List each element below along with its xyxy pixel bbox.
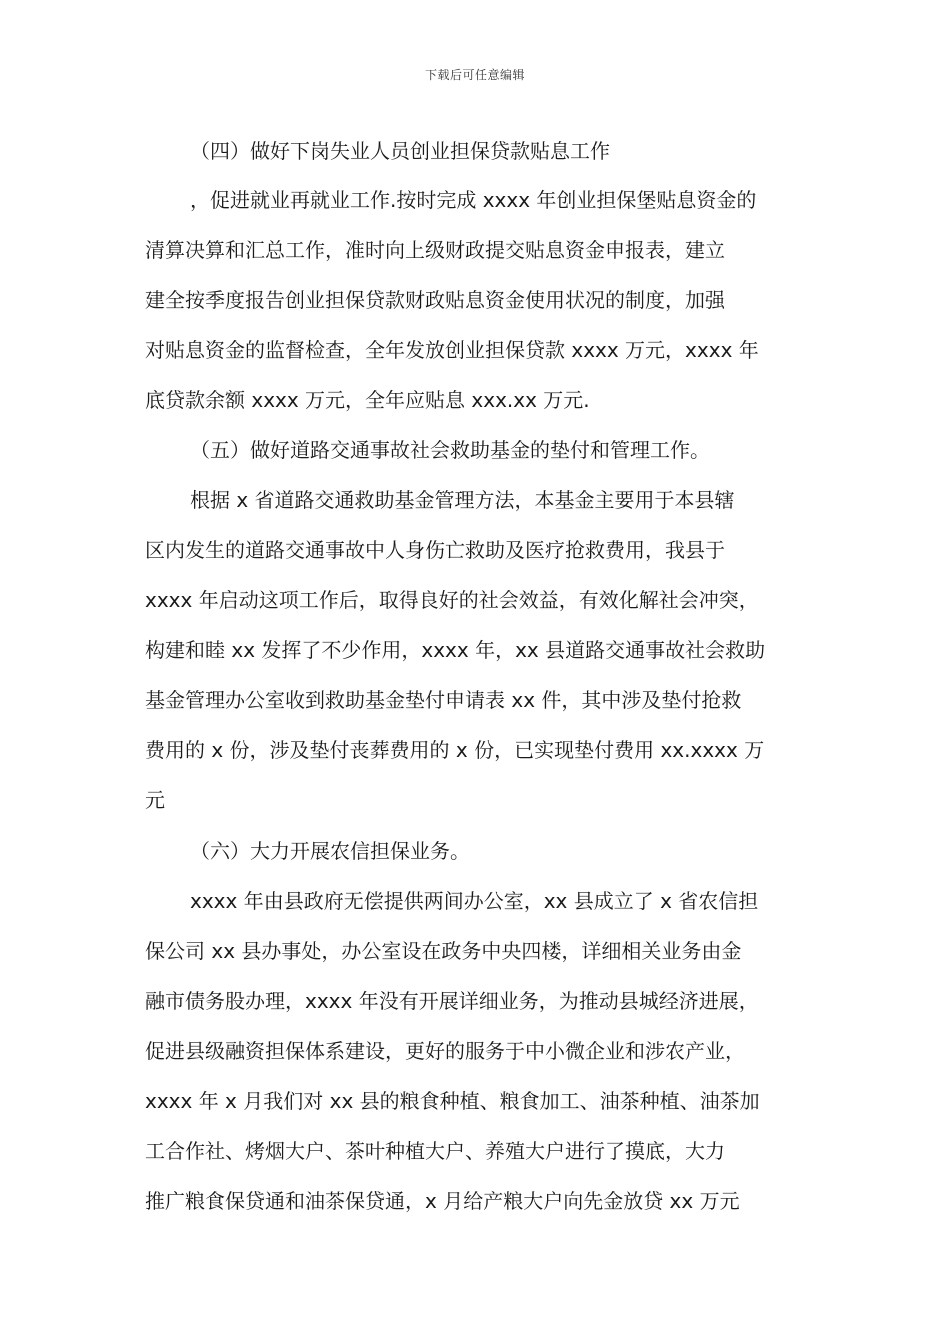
paragraph-line: 促进县级融资担保体系建设，更好的服务于中小微企业和涉农产业， bbox=[145, 1039, 745, 1063]
paragraph-line: 构建和睦 xx 发挥了不少作用，xxxx 年，xx 县道路交通事故社会救助 bbox=[145, 638, 766, 662]
paragraph-line: 建全按季度报告创业担保贷款财政贴息资金使用状况的制度，加强 bbox=[145, 288, 725, 312]
paragraph-line: 融市债务股办理，xxxx 年没有开展详细业务，为推动县城经济进展， bbox=[145, 989, 759, 1013]
paragraph-line: 保公司 xx 县办事处，办公室设在政务中央四楼，详细相关业务由金 bbox=[145, 939, 742, 963]
paragraph-line: 推广粮食保贷通和油茶保贷通，x 月给产粮大户向先金放贷 xx 万元 bbox=[145, 1189, 740, 1213]
section-heading-5: （五）做好道路交通事故社会救助基金的垫付和管理工作。 bbox=[190, 438, 710, 462]
paragraph-line: 根据 x 省道路交通救助基金管理方法，本基金主要用于本县辖 bbox=[190, 488, 735, 512]
page-header: 下载后可任意编辑 bbox=[424, 68, 525, 82]
paragraph-line: ，促进就业再就业工作.按时完成 xxxx 年创业担保堡贴息资金的 bbox=[190, 188, 757, 212]
paragraph-line: 费用的 x 份，涉及垫付丧葬费用的 x 份，已实现垫付费用 xx.xxxx 万 bbox=[145, 738, 765, 762]
paragraph-line: 清算决算和汇总工作，准时向上级财政提交贴息资金申报表，建立 bbox=[145, 238, 725, 262]
paragraph-line: 工合作社、烤烟大户、茶叶种植大户、养殖大户进行了摸底，大力 bbox=[145, 1139, 725, 1163]
section-heading-4: （四）做好下岗失业人员创业担保贷款贴息工作 bbox=[190, 139, 610, 163]
paragraph-line: xxxx 年 x 月我们对 xx 县的粮食种植、粮食加工、油茶种植、油茶加 bbox=[145, 1089, 760, 1113]
paragraph-line: xxxx 年启动这项工作后，取得良好的社会效益，有效化解社会冲突， bbox=[145, 588, 759, 612]
paragraph-line: 区内发生的道路交通事故中人身伤亡救助及医疗抢救费用，我县于 bbox=[145, 538, 725, 562]
paragraph-line: 底贷款余额 xxxx 万元，全年应贴息 xxx.xx 万元. bbox=[145, 388, 590, 412]
paragraph-line: 基金管理办公室收到救助基金垫付申请表 xx 件，其中涉及垫付抢救 bbox=[145, 688, 742, 712]
paragraph-line: 元 bbox=[145, 788, 165, 812]
paragraph-line: xxxx 年由县政府无偿提供两间办公室，xx 县成立了 x 省农信担 bbox=[190, 889, 759, 913]
paragraph-line: 对贴息资金的监督检查，全年发放创业担保贷款 xxxx 万元，xxxx 年 bbox=[145, 338, 759, 362]
section-heading-6: （六）大力开展农信担保业务。 bbox=[190, 839, 470, 863]
